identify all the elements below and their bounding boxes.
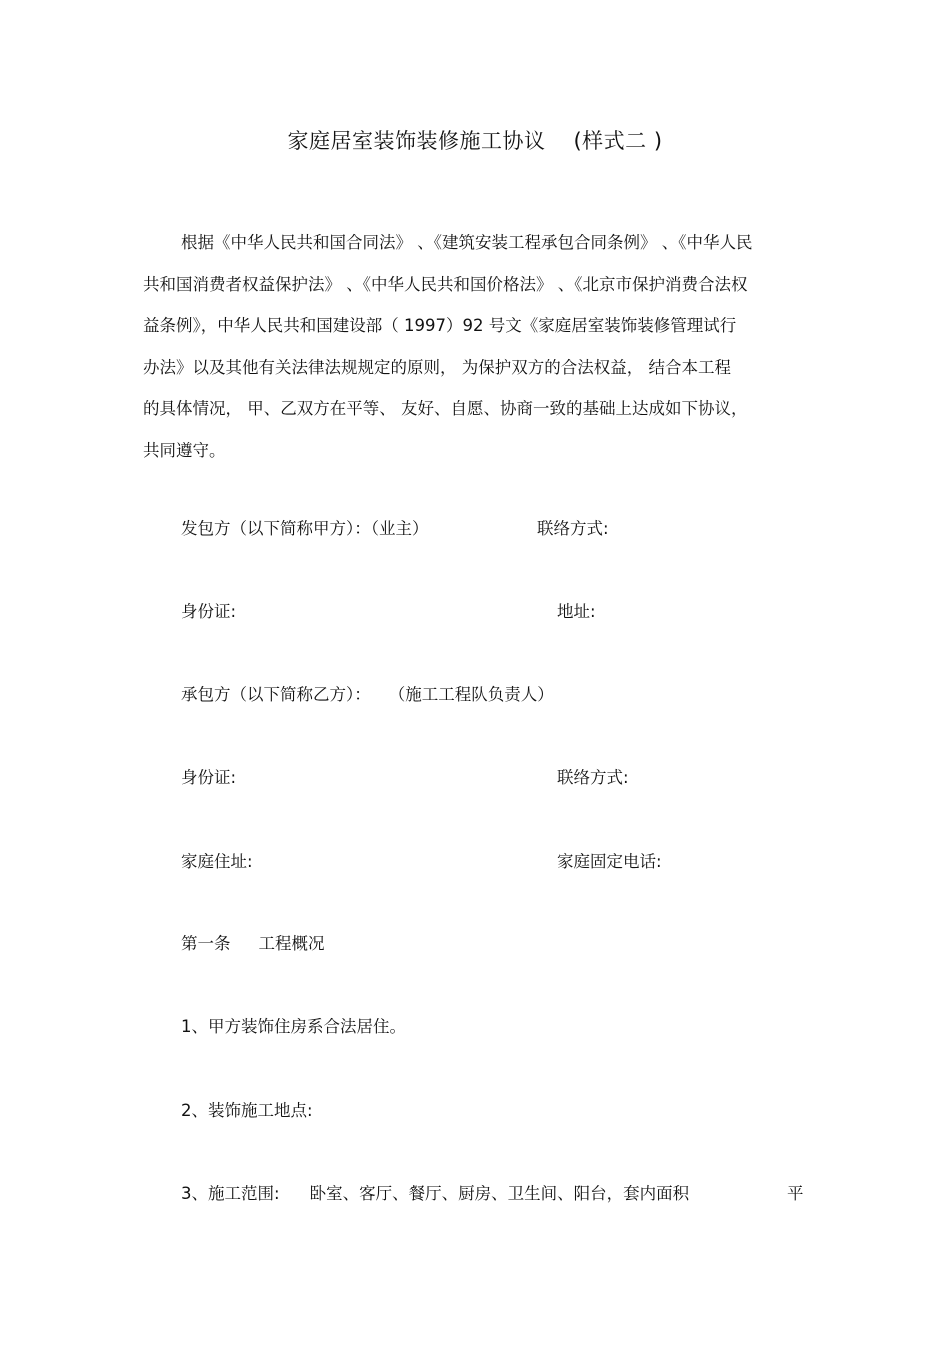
- party-b-contact-label: 联络方式:: [557, 768, 629, 787]
- article-1-item-3-value: 卧室、客厅、餐厅、厨房、卫生间、阳台，套内面积: [309, 1184, 690, 1203]
- intro-line-1: 根据《中华人民共和国合同法》 、《建筑安装工程承包合同条例》 、《中华人民: [181, 233, 753, 252]
- title-main: 家庭居室装饰装修施工协议: [287, 129, 546, 153]
- intro-line-3: 益条例》，中华人民共和国建设部（ 1997）92 号文《家庭居室装饰装修管理试行: [143, 316, 737, 335]
- intro-line-6: 共同遵守。: [143, 440, 226, 460]
- article-1-item-3: [181, 1182, 689, 1206]
- article-1-item-1: 1、甲方装饰住房系合法居住。: [181, 1017, 406, 1036]
- party-b-home-address-label: 家庭住址:: [181, 852, 253, 871]
- intro-line-2: 共和国消费者权益保护法》 、《中华人民共和国价格法》 、《北京市保护消费合法权: [143, 274, 748, 294]
- article-1-item-3-label: 3、施工范围:: [181, 1184, 280, 1203]
- party-b-label: [181, 683, 554, 707]
- party-b-label-note: （施工工程队负责人）: [388, 685, 554, 704]
- article-1-number: 第一条: [181, 934, 231, 953]
- party-b-label-text: 承包方（以下简称乙方）：: [181, 685, 371, 704]
- article-1-item-3-unit: 平: [787, 1184, 804, 1203]
- party-a-label: 发包方（以下简称甲方）：（业主）: [181, 519, 429, 538]
- document-title: [0, 126, 950, 156]
- party-a-contact-label: 联络方式:: [537, 519, 609, 538]
- intro-line-5: 的具体情况， 甲、乙双方在平等、 友好、自愿、协商一致的基础上达成如下协议，: [143, 399, 748, 418]
- article-1-title: 工程概况: [258, 934, 325, 953]
- intro-line-4: 办法》以及其他有关法律法规规定的原则， 为保护双方的合法权益， 结合本工程: [143, 357, 731, 377]
- article-1-heading: [181, 932, 325, 956]
- party-a-address-label: 地址:: [557, 602, 596, 621]
- title-suffix: (样式二 ): [573, 129, 663, 153]
- party-b-id-label: 身份证:: [181, 768, 237, 787]
- party-a-id-label: 身份证:: [181, 602, 237, 621]
- intro-paragraph: [143, 222, 807, 471]
- article-1-item-2: 2、装饰施工地点:: [181, 1101, 313, 1120]
- party-b-home-phone-label: 家庭固定电话:: [557, 852, 662, 871]
